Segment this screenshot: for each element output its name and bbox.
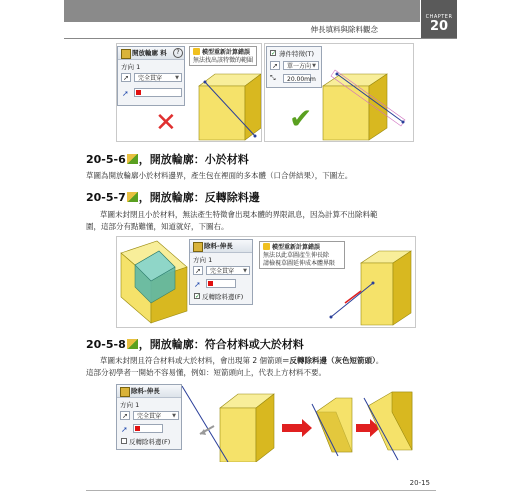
end-condition-select[interactable]: 完全貫穿 ▼	[133, 411, 179, 420]
chapter-badge	[421, 0, 457, 38]
flip-side-label: 反轉除料邊(F)	[202, 293, 244, 301]
section-heading-20-5-7: 20-5-7 ，開放輪廓：反轉除料邊	[86, 191, 260, 204]
warning-icon	[263, 243, 270, 250]
chevron-down-icon: ▼	[243, 268, 247, 274]
section-heading-20-5-8: 20-5-8 ，開放輪廓：符合材料或大於材料	[86, 338, 304, 351]
paragraph-match-material-line1: 草圖未封閉且符合材料或大於材料，會出現第 2 個箭頭＝反轉除料邊（灰色短箭頭）。	[100, 356, 384, 365]
thin-feature-checkbox[interactable]: ✓	[271, 50, 277, 57]
warning-icon	[193, 48, 200, 55]
footer-rule	[86, 490, 436, 491]
panel-title: 除料-伸長	[190, 240, 252, 253]
rebuild-error-tooltip: 模型重新計算錯誤 無法找出該特徵的範圍	[189, 46, 257, 66]
rebuild-error-tooltip: 模型重新計算錯誤 無法以此草圖產生伸長除 請檢視草圖延伸成本體界限	[259, 241, 345, 269]
paragraph-flip-side-line2: 圍，這部分有點難懂，知道就好，下圖右。	[86, 222, 229, 231]
thin-feature-label: 薄件特徵(T)	[279, 50, 315, 58]
help-icon[interactable]: ?	[173, 48, 183, 58]
flip-side-checkbox[interactable]	[121, 438, 127, 444]
red-swatch	[208, 281, 213, 286]
chapter-label: CHAPTER	[425, 14, 453, 20]
cut-feature-icon	[127, 192, 138, 202]
figure1-right	[264, 43, 414, 142]
end-condition-select[interactable]: 完全貫穿 ▼	[206, 266, 250, 275]
direction-arrow-icon[interactable]: ➚	[193, 266, 203, 275]
thin-feature-panel	[266, 46, 322, 88]
thickness-icon: ⤡	[270, 74, 276, 82]
header-bar	[64, 0, 420, 22]
direction-label: 方向 1	[121, 63, 141, 71]
direction-label: 方向 1	[193, 256, 213, 264]
sketch-selection-box[interactable]	[133, 424, 163, 433]
chevron-down-icon: ▼	[172, 413, 176, 419]
paragraph-open-contour-smaller: 草圖為開放輪廓小於材料邊界，產生包在裡面的多本體（口合併結果），下圖左。	[86, 171, 353, 180]
chapter-number: 20	[429, 19, 449, 34]
header-title: 伸長填料與除料觀念	[310, 25, 378, 34]
cut-feature-icon	[127, 154, 138, 164]
open-contour-panel	[117, 46, 185, 106]
flip-side-label: 反轉除料邊(F)	[129, 438, 171, 446]
cut-extrude-panel	[116, 384, 182, 450]
page-number: 20-15	[409, 479, 430, 487]
section-heading-20-5-6: 20-5-6 ，開放輪廓：小於材料	[86, 153, 249, 166]
direction-label: 方向 1	[120, 401, 140, 409]
direction-arrow-icon[interactable]: ➚	[120, 411, 130, 420]
chevron-down-icon: ▼	[175, 75, 179, 81]
cut-extrude-icon	[193, 242, 203, 252]
cut-feature-icon	[127, 339, 138, 349]
direction-arrow-icon[interactable]: ➚	[121, 73, 131, 82]
figure1-left	[116, 43, 262, 142]
figure3	[116, 382, 414, 462]
feature-icon	[121, 49, 131, 59]
header-rule	[64, 38, 457, 39]
panel-title: 除料-伸長	[117, 385, 181, 398]
panel-title: 開放輪廓 料	[118, 47, 184, 60]
paragraph-flip-side-line1: 草圖未封閉且小於材料，無法產生特徵會出現本體的界限訊息，因為計算不出除料範	[100, 210, 378, 219]
sketch-selection-box[interactable]	[206, 279, 236, 288]
cut-extrude-panel	[189, 239, 253, 305]
figure2	[116, 236, 416, 328]
flip-side-checkbox[interactable]: ✓	[195, 293, 201, 300]
check-icon: ✔	[289, 102, 313, 135]
direction-vector-icon: ➚	[194, 280, 201, 289]
direction-vector-icon: ➚	[122, 89, 129, 98]
paragraph-match-material-line2: 這部分初學者一開始不容易懂，例如：短箭頭向上，代表上方材料不要。	[86, 368, 326, 377]
red-swatch	[135, 426, 140, 431]
thin-direction-icon[interactable]: ➚	[270, 61, 280, 70]
thin-type-select[interactable]: 單一方向 ▼	[283, 61, 319, 70]
cut-extrude-icon	[120, 387, 130, 397]
direction-vector-icon: ➚	[121, 425, 128, 434]
sketch-selection-box[interactable]	[134, 88, 182, 97]
cross-icon: ✕	[155, 108, 177, 138]
end-condition-select[interactable]: 完全貫穿 ▼	[134, 73, 182, 82]
red-swatch	[136, 90, 141, 95]
thickness-input[interactable]: 20.00mm	[283, 74, 311, 83]
chevron-down-icon: ▼	[312, 63, 316, 69]
